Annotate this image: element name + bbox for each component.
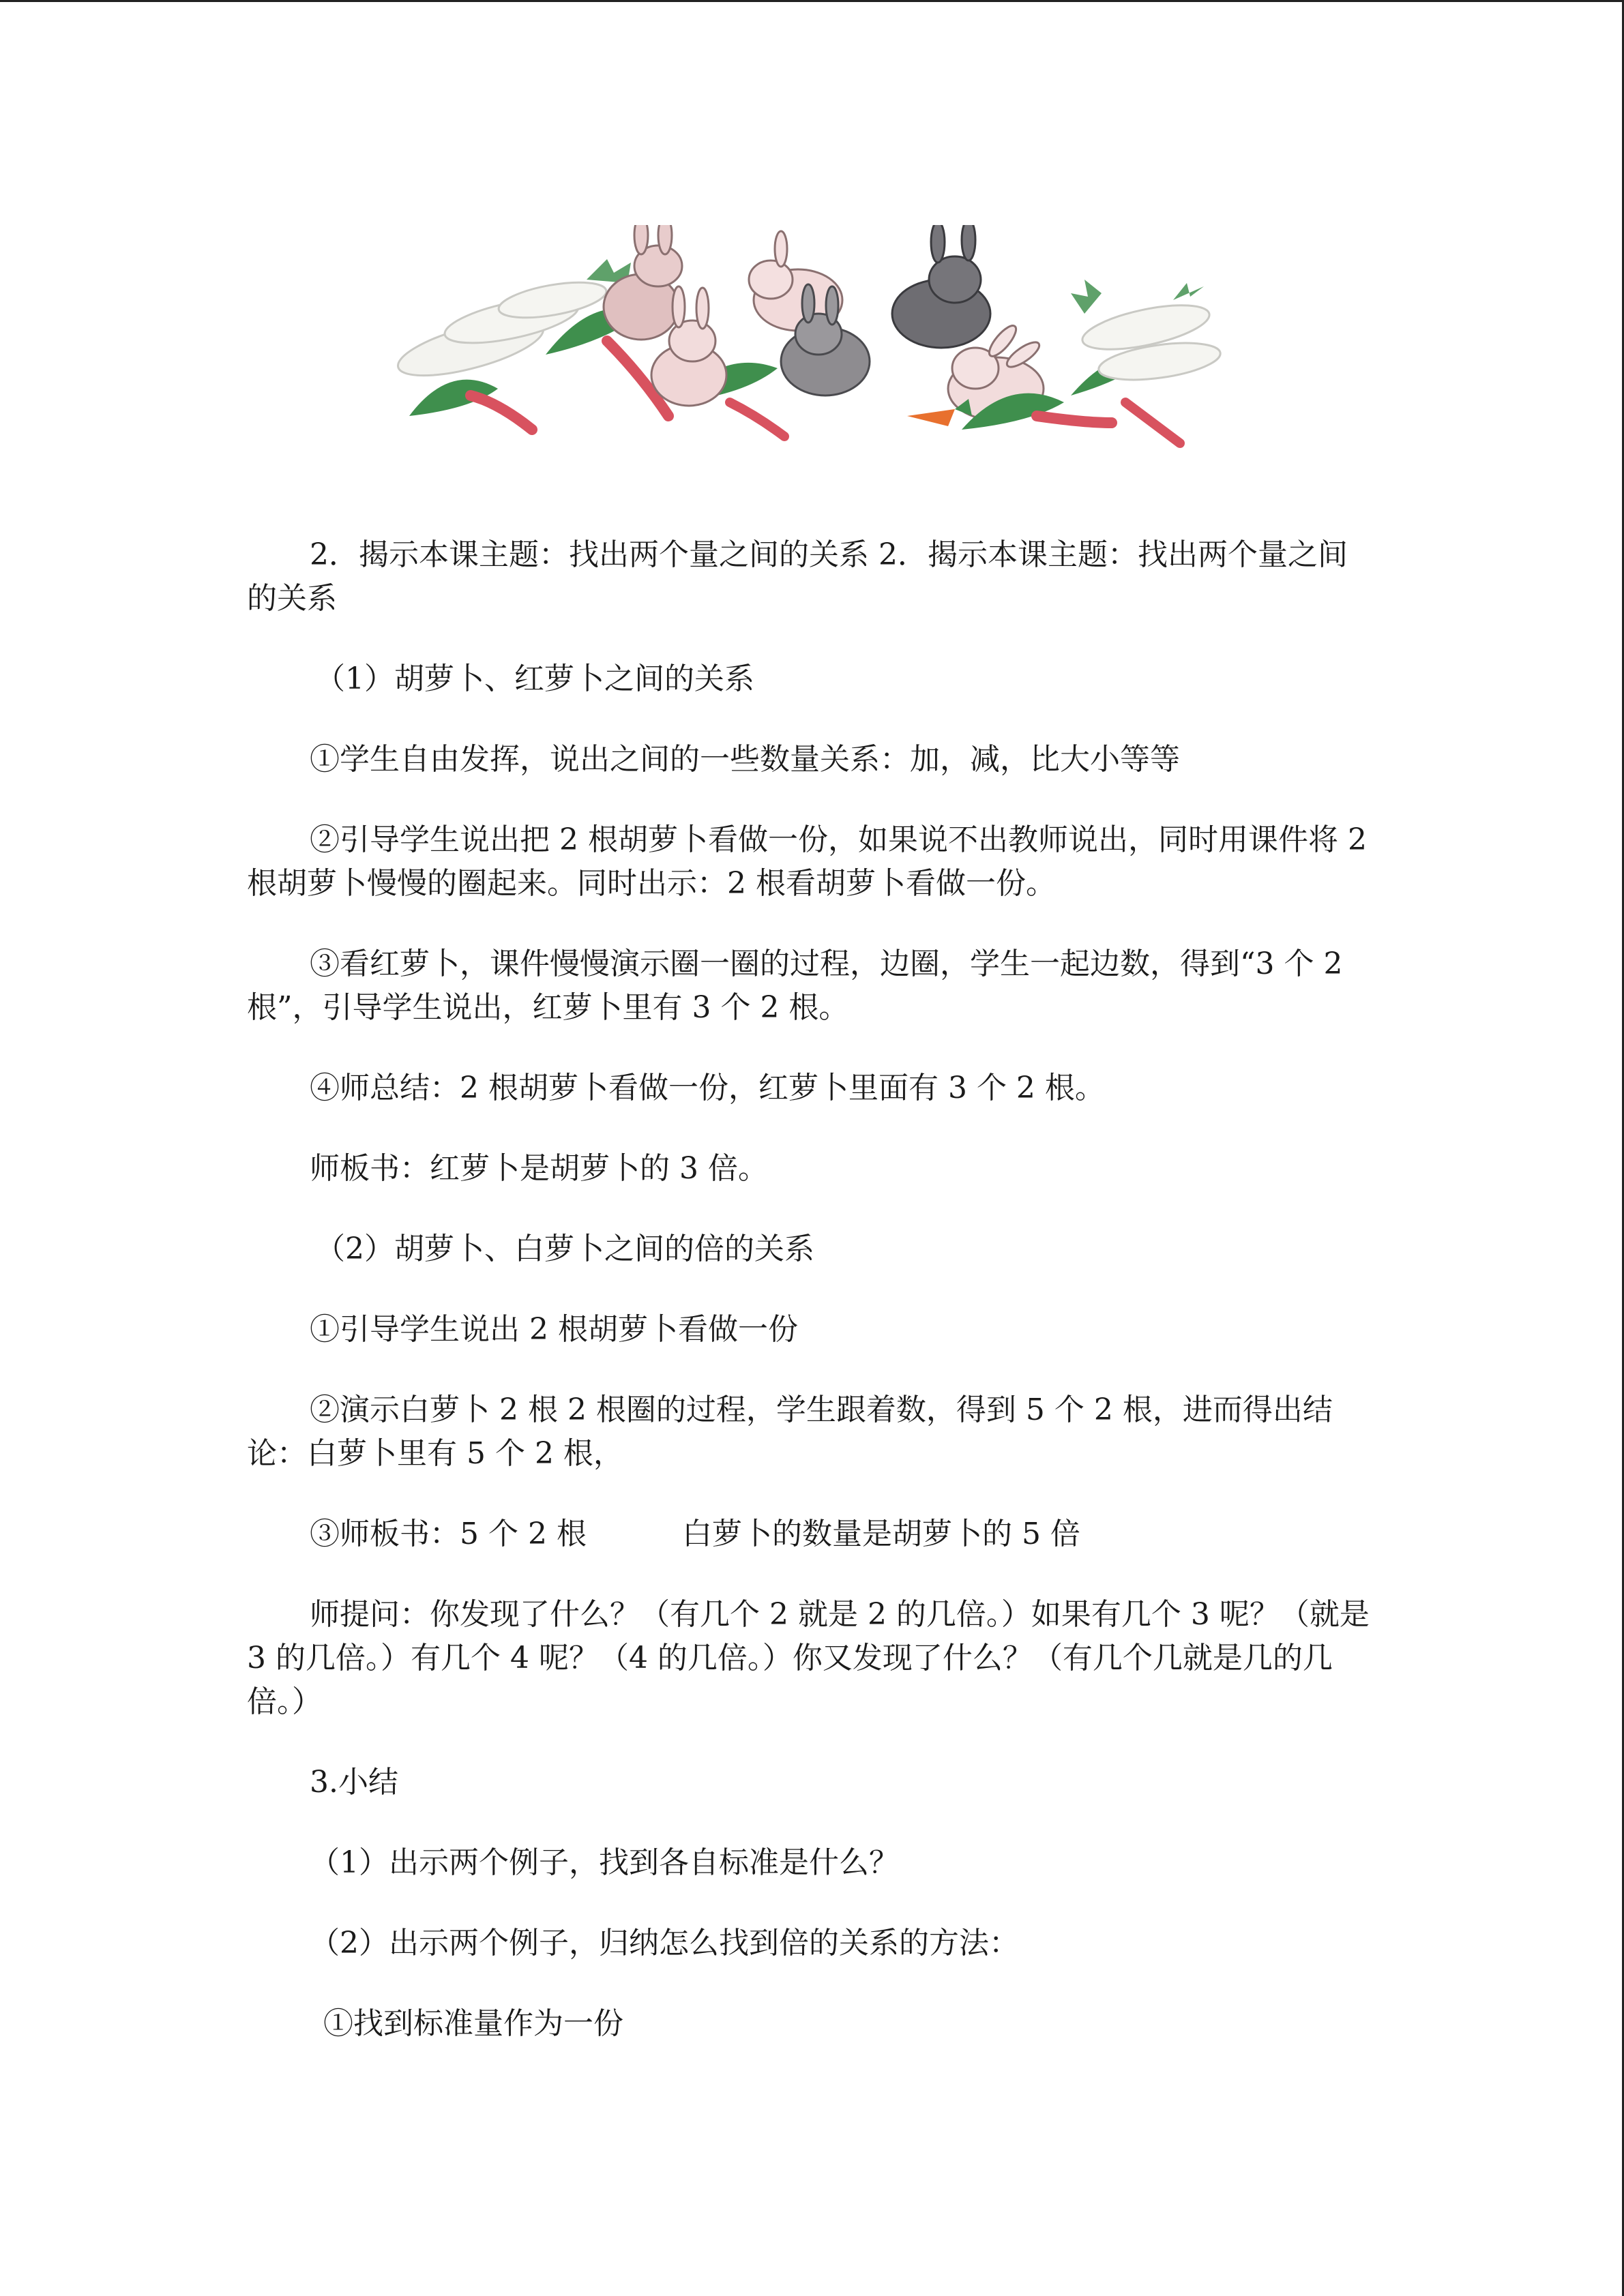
rabbits-and-radishes-illustration <box>389 225 1235 477</box>
paragraph-step-3: ③看红萝卜，课件慢慢演示圈一圈的过程，边圈，学生一起边数，得到“3 个 2 根”，引导学生说出，红萝卜里有 3 个 2 根。 <box>247 946 1343 1025</box>
paragraph-section-2: （2）胡萝卜、白萝卜之间的倍的关系 <box>315 1232 814 1266</box>
white-radish-icon <box>1071 280 1222 386</box>
paragraph-step-1: ①学生自由发挥，说出之间的一些数量关系：加，减，比大小等等 <box>310 742 1180 777</box>
paragraph-summary-step: ①找到标准量作为一份 <box>323 2006 623 2041</box>
paragraph-section-1: （1）胡萝卜、红萝卜之间的关系 <box>315 661 754 696</box>
paragraph-step-2: ②引导学生说出把 2 根胡萝卜看做一份，如果说不出教师说出，同时用课件将 2 根胡萝卜慢慢的圈起来。同时出示：2 根看胡萝卜看做一份。 <box>247 822 1367 901</box>
gray-rabbit-icon <box>892 225 990 348</box>
paragraph-step-6: ②演示白萝卜 2 根 2 根圈的过程，学生跟着数，得到 5 个 2 根，进而得出结论：白萝卜里有 5 个 2 根， <box>247 1392 1333 1471</box>
pink-rabbit-icon <box>604 225 682 340</box>
paragraph-step-4: ④师总结：2 根胡萝卜看做一份，红萝卜里面有 3 个 2 根。 <box>310 1071 1105 1105</box>
paragraph-summary-1: （1）出示两个例子，找到各自标准是什么？ <box>310 1845 899 1880</box>
paragraph-summary-2: （2）出示两个例子，归纳怎么找到倍的关系的方法： <box>310 1926 1019 1960</box>
paragraph-board-1: 师板书：红萝卜是胡萝卜的 3 倍。 <box>310 1151 768 1186</box>
page-top-border <box>0 0 1624 2</box>
lesson-text <box>247 533 1376 2083</box>
board-left: ③师板书：5 个 2 根 <box>310 1517 587 1551</box>
paragraph-step-5: ①引导学生说出 2 根胡萝卜看做一份 <box>310 1312 798 1347</box>
paragraph-summary-heading: 3.小结 <box>310 1765 398 1800</box>
paragraph-board-2 <box>247 1512 1376 1556</box>
board-right: 白萝卜的数量是胡萝卜的 5 倍 <box>681 1517 1080 1551</box>
paragraph-question: 师提问：你发现了什么？（有几个 2 就是 2 的几倍。）如果有几个 3 呢？（就是 3 的几倍。）有几个 4 呢？（4 的几倍。）你又发现了什么？（有几个几就是几的几倍。） <box>247 1597 1370 1719</box>
paragraph-topic: 2．揭示本课主题：找出两个量之间的关系 2．揭示本课主题：找出两个量之间的关系 <box>247 537 1348 616</box>
